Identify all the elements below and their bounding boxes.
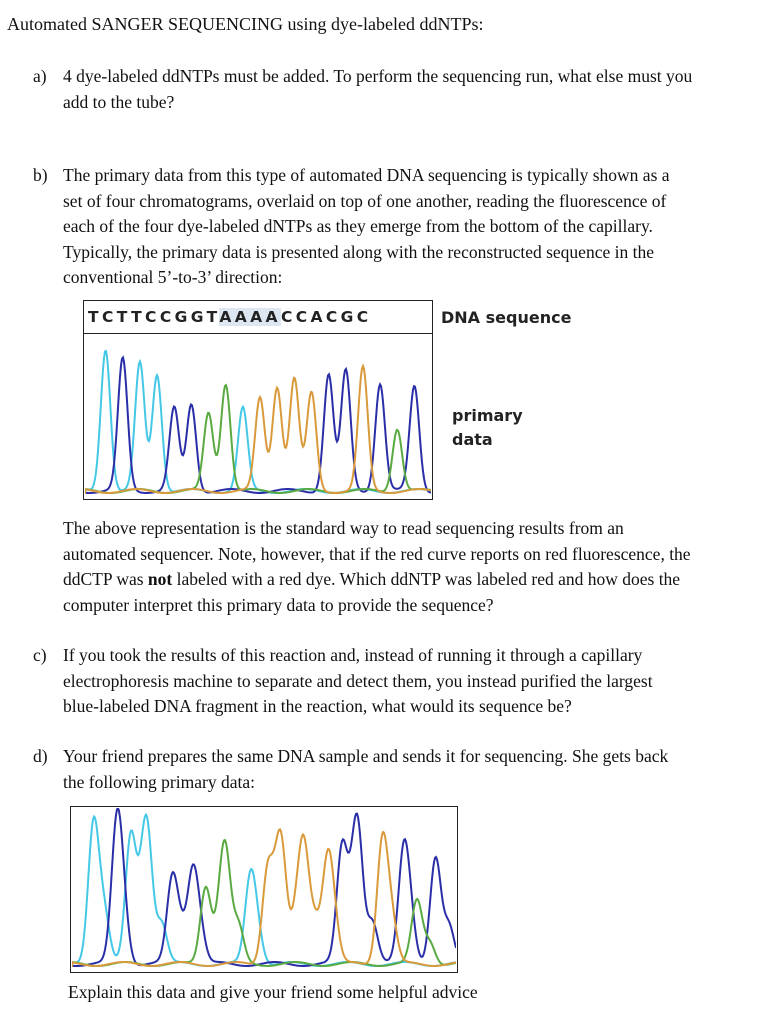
emphasis-text: not [147, 569, 173, 589]
primary-data-label-line: primary [452, 406, 523, 425]
question-text: each of the four dye-labeled dNTPs as they emerge from the bottom of the capillary. [63, 216, 653, 236]
paragraph-line: automated sequencer. Note, however, that if the red curve reports on red fluorescence, the [63, 543, 691, 564]
question-text: conventional 5’-to-3’ direction: [63, 267, 283, 287]
paragraph-line: The above representation is the standard way to read sequencing results from an [63, 518, 624, 538]
paragraph-line: computer interpret this primary data to provide the sequence? [63, 594, 494, 615]
dna-sequence-label: DNA sequence [441, 308, 572, 327]
chromatogram-1 [85, 334, 431, 498]
page-title: Automated SANGER SEQUENCING using dye-labeled ddNTPs: [7, 14, 484, 34]
question-letter: b) [33, 165, 48, 185]
question-text: Typically, the primary data is presented along with the reconstructed sequence in the [63, 241, 654, 262]
question-letter: d) [33, 746, 48, 766]
sequence-highlight: AAAA [219, 308, 281, 326]
sequence-text: CCACGC [280, 308, 372, 326]
dna-sequence-row [84, 301, 432, 334]
trace-T [85, 351, 431, 494]
question-text: the following primary data: [63, 771, 255, 792]
sequence-text: TCTTCCGGT [88, 308, 220, 326]
question-text: blue-labeled DNA fragment in the reaction, what would its sequence be? [63, 696, 572, 716]
primary-data-label [452, 404, 523, 452]
question-b-followup [63, 516, 763, 618]
question-text: If you took the results of this reaction and, instead of running it through a capillary [63, 645, 643, 665]
question-letter: c) [33, 645, 47, 665]
question-text: add to the tube? [63, 91, 175, 112]
text-run: ddCTP was [63, 569, 148, 589]
question-text: 4 dye-labeled ddNTPs must be added. To perform the sequencing run, what else must you [63, 66, 693, 86]
question-text: set of four chromatograms, overlaid on top of one another, reading the fluorescence of [63, 190, 667, 211]
text-run: labeled with a red dye. Which ddNTP was labeled red and how does the [172, 569, 681, 589]
question-text: The primary data from this type of automated DNA sequencing is typically shown as a [63, 165, 670, 185]
question-text: electrophoresis machine to separate and detect them, you instead purified the largest [63, 670, 653, 691]
question-d-followup: Explain this data and give your friend some helpful advice [68, 982, 478, 1002]
paragraph-line [63, 567, 763, 593]
question-letter: a) [33, 66, 47, 86]
primary-data-label-line: data [452, 430, 493, 449]
chromatogram-2 [72, 808, 456, 971]
question-text: Your friend prepares the same DNA sample and sends it for sequencing. She gets back [63, 746, 669, 766]
